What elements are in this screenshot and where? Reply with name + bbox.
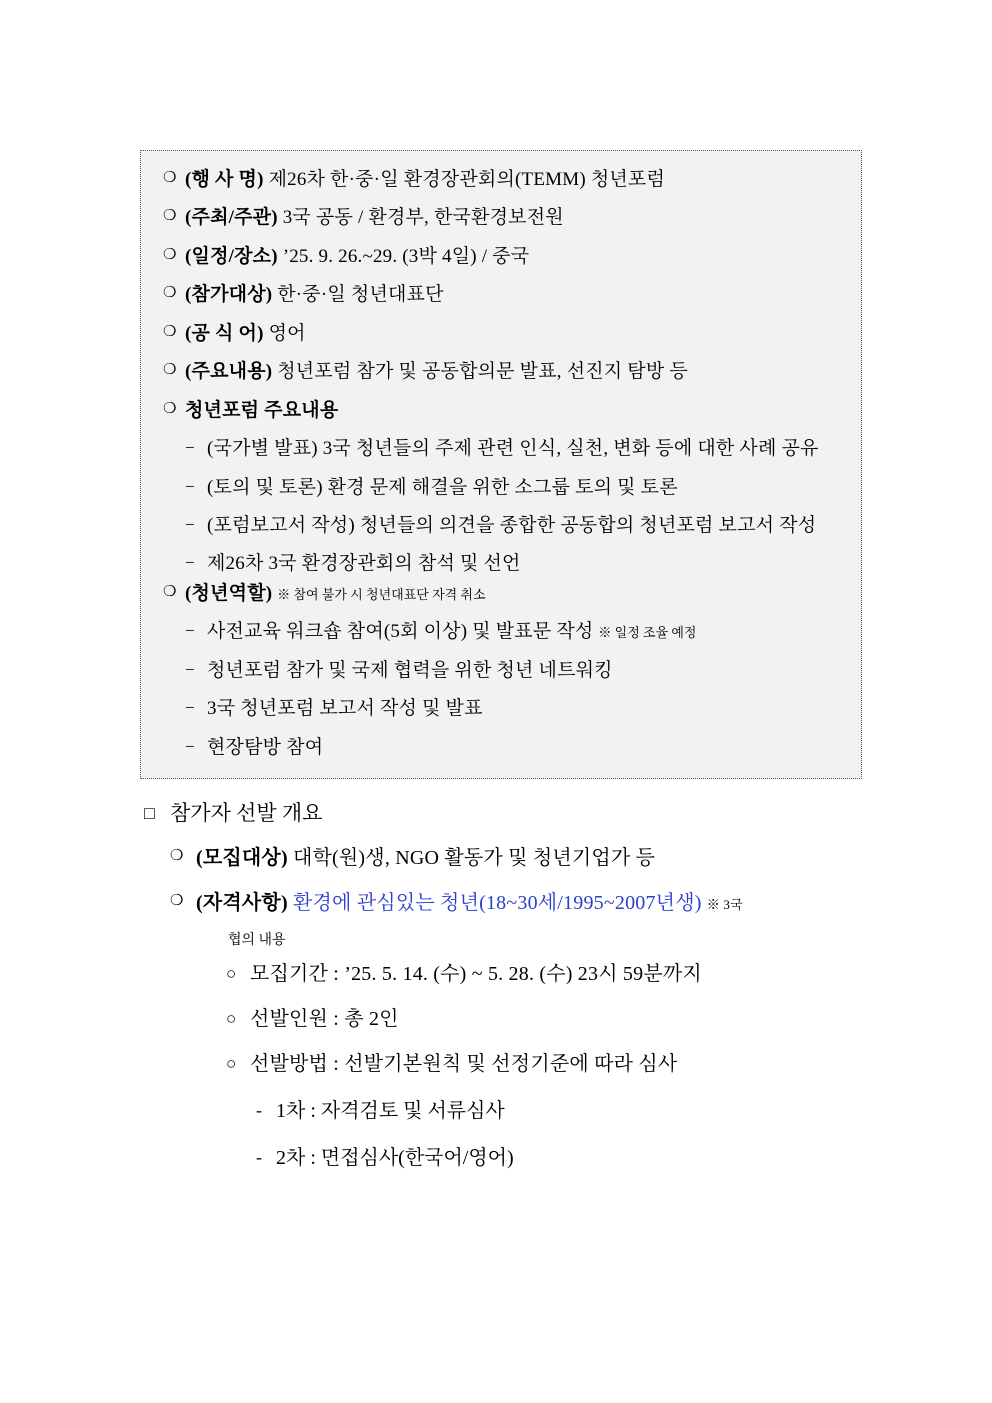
dash-bullet-icon: −	[185, 476, 195, 496]
list-item-label: (일정/장소)	[185, 245, 278, 267]
list-item-value: 제26차 한·중·일 환경장관회의(TEMM) 청년포럼	[263, 169, 666, 190]
circle-bullet-icon: ❍	[163, 208, 177, 225]
list-item	[163, 203, 839, 232]
list-item-text	[185, 396, 839, 425]
circle-bullet-icon: ❍	[163, 285, 177, 302]
list-item	[185, 473, 839, 502]
list-item	[185, 694, 839, 723]
list-item-text: 1차 : 자격검토 및 서류심사	[276, 1100, 505, 1123]
circle-bullet-icon: ❍	[163, 583, 177, 600]
list-item-text	[207, 617, 839, 646]
list-item	[226, 959, 912, 990]
list-item	[185, 656, 839, 685]
circle-bullet-icon: ❍	[163, 323, 177, 340]
list-item-label: (참가대상)	[185, 284, 273, 306]
qualification-item	[170, 888, 912, 919]
list-item	[170, 1141, 912, 1173]
youth-role-sublist	[163, 617, 839, 762]
qualification-note: ※ 3국	[706, 897, 743, 913]
list-item-text: 제26차 3국 환경장관회의 참석 및 선언	[207, 553, 521, 575]
dash-bullet-icon: −	[185, 736, 195, 756]
dash-bullet-icon: -	[256, 1146, 262, 1167]
selection-details	[170, 959, 912, 1080]
list-item	[226, 1049, 912, 1080]
list-item-text	[185, 242, 839, 271]
youth-role-item	[163, 579, 839, 608]
circle-bullet-icon: ❍	[170, 848, 184, 865]
list-item	[163, 280, 839, 309]
section-title: 참가자 선발 개요	[170, 801, 323, 825]
list-item	[163, 242, 839, 271]
list-item-text	[185, 357, 839, 386]
dash-bullet-icon: -	[256, 1100, 262, 1121]
circle-bullet-icon: ❍	[163, 400, 177, 417]
list-item-text: 선발방법 : 선발기본원칙 및 선정기준에 따라 심사	[250, 1053, 678, 1076]
list-item-value: 청년포럼 참가 및 공동합의문 발표, 선진지 탐방 등	[272, 361, 688, 383]
list-item	[185, 549, 839, 578]
list-item-text: 모집기간 : ’25. 5. 14. (수) ~ 5. 28. (수) 23시 59분까지	[250, 963, 702, 986]
list-item	[185, 511, 839, 540]
list-item-value: ’25. 9. 26.~29. (3박 4일) / 중국	[277, 245, 530, 267]
qualification-highlight: 환경에 관심있는 청년(18~30세/1995~2007년생)	[293, 892, 702, 915]
list-item-value: 3국 공동 / 환경부, 한국환경보전원	[277, 207, 564, 229]
list-item-text: (토의 및 토론) 환경 문제 해결을 위한 소그룹 토의 및 토론	[207, 476, 678, 498]
list-item	[185, 733, 839, 762]
forum-contents-sublist	[163, 434, 839, 579]
circle-bullet-icon: ❍	[170, 893, 184, 910]
circle-bullet-icon: ❍	[163, 246, 177, 263]
circle-bullet-icon: ○	[226, 964, 237, 984]
list-item-text	[185, 203, 839, 232]
list-item-label: (주요내용)	[185, 361, 273, 383]
circle-bullet-icon: ○	[226, 1009, 237, 1029]
list-item-text: 3국 청년포럼 보고서 작성 및 발표	[207, 698, 483, 720]
list-item-label: (공 식 어)	[185, 322, 264, 344]
list-item-text: 2차 : 면접심사(한국어/영어)	[276, 1146, 514, 1169]
list-item-note: ※ 일정 조율 예정	[598, 625, 697, 641]
qualification-label: (자격사항)	[196, 892, 288, 915]
dash-bullet-icon: −	[185, 514, 195, 534]
list-item-value: 영어	[263, 322, 306, 344]
youth-role-note: ※ 참여 불가 시 청년대표단 자격 취소	[277, 586, 486, 602]
list-item	[170, 1094, 912, 1126]
dash-bullet-icon: −	[185, 553, 195, 573]
list-item-text: (포럼보고서 작성) 청년들의 의견을 종합한 공동합의 청년포럼 보고서 작성	[207, 514, 817, 536]
list-item-label: (모집대상)	[196, 847, 288, 870]
list-item-label: (주최/주관)	[185, 207, 278, 229]
circle-bullet-icon: ❍	[163, 170, 177, 186]
dash-bullet-icon: −	[185, 438, 195, 458]
circle-bullet-icon: ❍	[163, 362, 177, 379]
dash-bullet-icon: −	[185, 621, 195, 641]
list-item	[163, 165, 839, 194]
youth-role-label: (청년역할)	[185, 582, 273, 604]
list-item-text	[185, 165, 839, 194]
list-item-value: 한·중·일 청년대표단	[272, 284, 444, 306]
section-heading	[144, 797, 912, 829]
square-bullet-icon: □	[144, 803, 155, 823]
list-item-text	[185, 319, 839, 348]
circle-bullet-icon: ○	[226, 1054, 237, 1074]
list-item	[170, 843, 912, 874]
list-item-text: 선발인원 : 총 2인	[250, 1008, 399, 1031]
qualification-note-continued: 협의 내용	[228, 933, 286, 949]
list-item-text: (국가별 발표) 3국 청년들의 주제 관련 인식, 실천, 변화 등에 대한 사례 공유	[207, 438, 819, 460]
list-item	[163, 396, 839, 425]
dash-bullet-icon: −	[185, 659, 195, 679]
list-item	[226, 1004, 912, 1035]
list-item-text	[196, 888, 912, 919]
list-item-text: 현장탐방 참여	[207, 736, 324, 758]
list-item	[185, 434, 839, 463]
list-item-value: 대학(원)생, NGO 활동가 및 청년기업가 등	[287, 847, 656, 870]
list-item	[163, 319, 839, 348]
list-item-text	[185, 280, 839, 309]
list-item-label: 청년포럼 주요내용	[185, 399, 339, 421]
dash-bullet-icon: −	[185, 698, 195, 718]
list-item-label: (행 사 명)	[185, 169, 264, 190]
selection-list	[144, 843, 912, 1173]
list-item-text	[196, 843, 912, 874]
selection-overview-section	[140, 797, 912, 1173]
event-overview-box	[140, 150, 862, 779]
list-item-text	[185, 579, 839, 608]
list-item	[185, 617, 839, 646]
list-item-value: 사전교육 워크숍 참여(5회 이상) 및 발표문 작성	[207, 621, 594, 643]
list-item	[163, 357, 839, 386]
list-item-text: 청년포럼 참가 및 국제 협력을 위한 청년 네트워킹	[207, 659, 613, 681]
